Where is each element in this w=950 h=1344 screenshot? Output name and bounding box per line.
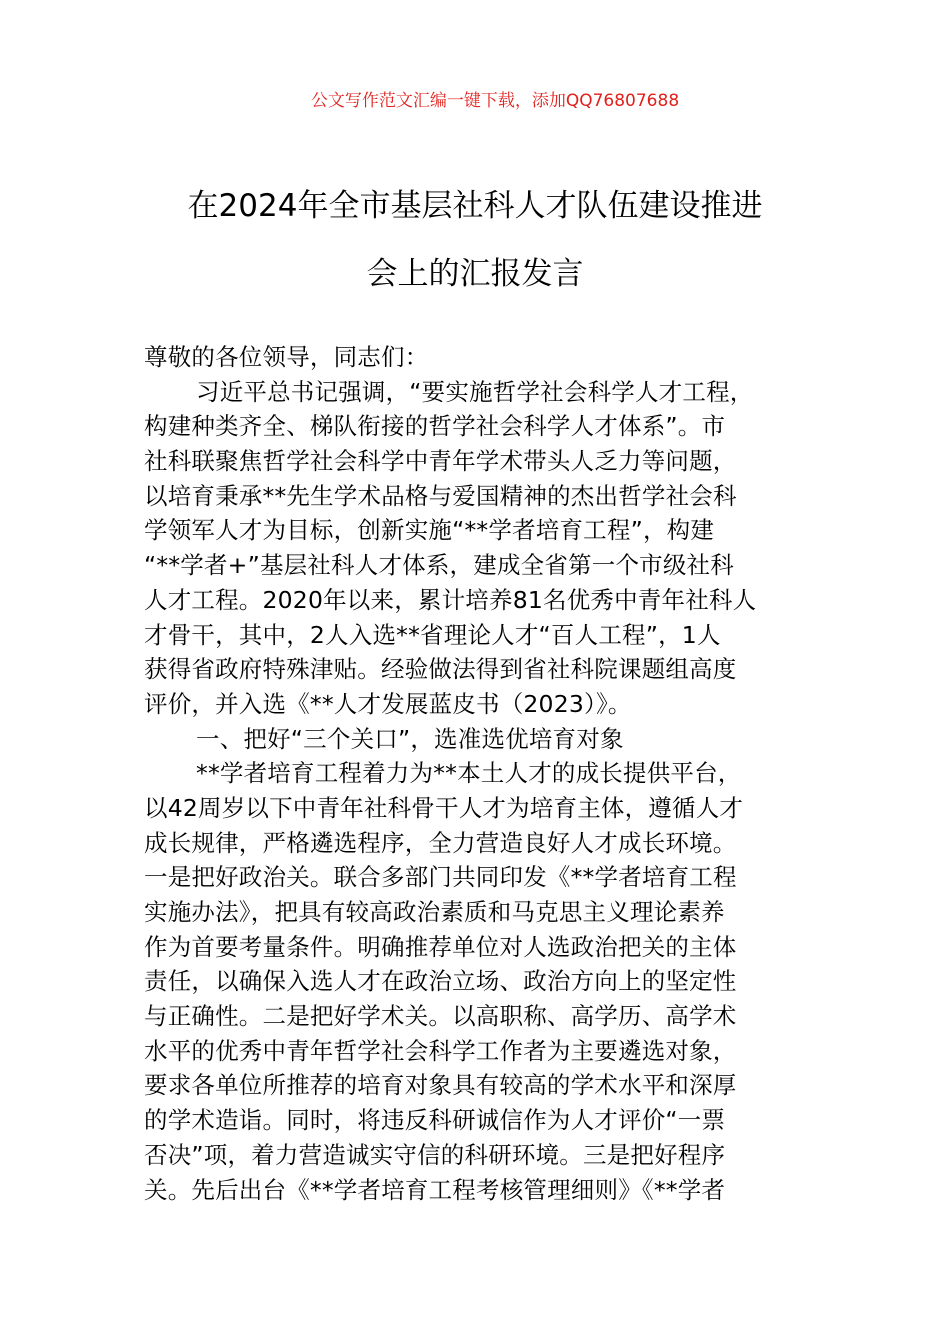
body-text-line: 实施办法》，把具有较高政治素质和马克思主义理论素养 (144, 898, 725, 926)
body-text-line: 否决”项，着力营造诚实守信的科研环境。三是把好程序 (144, 1140, 726, 1169)
body-text-line: 习近平总书记强调，“要实施哲学社会科学人才工程， (196, 377, 754, 406)
body-text-line: 作为首要考量条件。明确推荐单位对人选政治把关的主体 (144, 932, 737, 961)
body-text-line: 人才工程。2020年以来，累计培养81名优秀中青年社科人 (144, 585, 757, 614)
body-text-line: 以42周岁以下中青年社科骨干人才为培育主体，遵循人才 (144, 793, 744, 822)
body-text-line: **学者培育工程着力为**本土人才的成长提供平台， (196, 759, 742, 788)
body-text-line: 责任，以确保入选人才在政治立场、政治方向上的坚定性 (144, 967, 737, 996)
body-text-line: 的学术造诣。同时，将违反科研诚信作为人才评价“一票 (144, 1106, 726, 1135)
body-text-line: 成长规律，严格遴选程序，全力营造良好人才成长环境。 (144, 828, 737, 857)
document-body (144, 340, 834, 1207)
body-text-line: 尊敬的各位领导，同志们： (144, 343, 429, 371)
body-text-line: 社科联聚焦哲学社会科学中青年学术带头人乏力等问题， (144, 447, 737, 476)
body-text-line: 才骨干，其中，2人入选**省理论人才“百人工程”，1人 (144, 620, 721, 649)
body-text-line: 一、把好“三个关口”，选准选优培育对象 (196, 724, 624, 753)
body-text-line: 学领军人才为目标，创新实施“**学者培育工程”，构建 (144, 516, 715, 545)
body-text-line: 一是把好政治关。联合多部门共同印发《**学者培育工程 (144, 863, 737, 892)
body-text-line: 关。先后出台《**学者培育工程考核管理细则》《**学者 (144, 1175, 726, 1204)
body-text-line: 构建种类齐全、梯队衔接的哲学社会科学人才体系”。市 (144, 412, 726, 441)
body-text-line: 水平的优秀中青年哲学社会科学工作者为主要遴选对象， (144, 1036, 737, 1065)
body-text-line: 评价，并入选《**人才发展蓝皮书（2023）》。 (144, 689, 632, 718)
body-text-line: “**学者+”基层社科人才体系，建成全省第一个市级社科 (144, 551, 734, 580)
document-title-line-1: 在2024年全市基层社科人才队伍建设推进 (187, 188, 763, 224)
body-text-line: 以培育秉承**先生学术品格与爱国精神的杰出哲学社会科 (144, 481, 737, 510)
download-banner: 公文写作范文汇编一键下载，添加QQ76807688 (310, 91, 680, 111)
body-text-line: 获得省政府特殊津贴。经验做法得到省社科院课题组高度 (144, 655, 737, 684)
body-text-line: 与正确性。二是把好学术关。以高职称、高学历、高学术 (144, 1002, 737, 1031)
body-text-line: 要求各单位所推荐的培育对象具有较高的学术水平和深厚 (144, 1071, 737, 1100)
document-title-line-2: 会上的汇报发言 (366, 256, 584, 292)
